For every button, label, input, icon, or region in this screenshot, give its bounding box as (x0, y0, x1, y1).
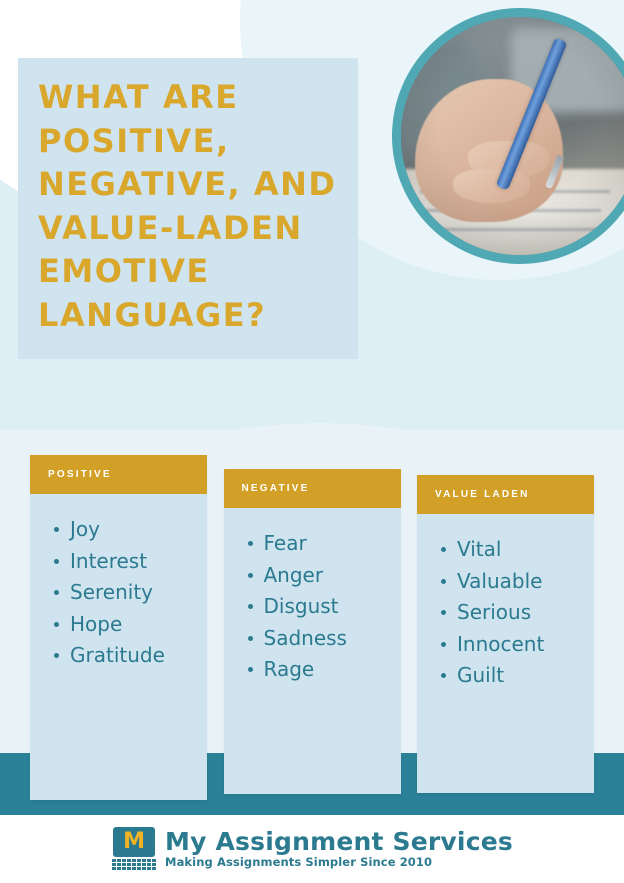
list-item: Vital (457, 534, 594, 566)
brand-text (165, 829, 513, 869)
brand-name: My Assignment Services (165, 827, 513, 857)
list-item: Innocent (457, 629, 594, 661)
list-item: Fear (264, 528, 401, 560)
title-panel (18, 58, 358, 359)
photo-vignette (401, 17, 624, 255)
column-list-value-laden (417, 534, 594, 692)
column-negative (224, 469, 401, 794)
logo-letter-m: M (113, 827, 155, 857)
keyboard-icon (111, 859, 157, 871)
brand-logo (111, 827, 513, 871)
column-value-laden (417, 475, 594, 793)
column-list-negative (224, 528, 401, 686)
list-item: Serious (457, 597, 594, 629)
page-title: WHAT ARE POSITIVE, NEGATIVE, AND VALUE-LADEN EMOTIVE LANGUAGE? (38, 78, 337, 334)
list-item: Anger (264, 560, 401, 592)
list-item: Valuable (457, 566, 594, 598)
list-item: Sadness (264, 623, 401, 655)
list-item: Hope (70, 609, 207, 641)
column-heading-positive: POSITIVE (30, 455, 207, 494)
list-item: Serenity (70, 577, 207, 609)
list-item: Guilt (457, 660, 594, 692)
column-heading-value-laden: VALUE LADEN (417, 475, 594, 514)
list-item: Interest (70, 546, 207, 578)
brand-tagline: Making Assignments Simpler Since 2010 (165, 855, 433, 870)
category-columns (30, 455, 594, 800)
hand-writing-photo (401, 17, 624, 255)
list-item: Rage (264, 654, 401, 686)
column-heading-negative: NEGATIVE (224, 469, 401, 508)
column-list-positive (30, 514, 207, 672)
column-positive (30, 455, 207, 800)
list-item: Disgust (264, 591, 401, 623)
footer (0, 815, 624, 883)
list-item: Gratitude (70, 640, 207, 672)
list-item: Joy (70, 514, 207, 546)
logo-mark (111, 827, 157, 871)
photo-ring (392, 8, 624, 264)
